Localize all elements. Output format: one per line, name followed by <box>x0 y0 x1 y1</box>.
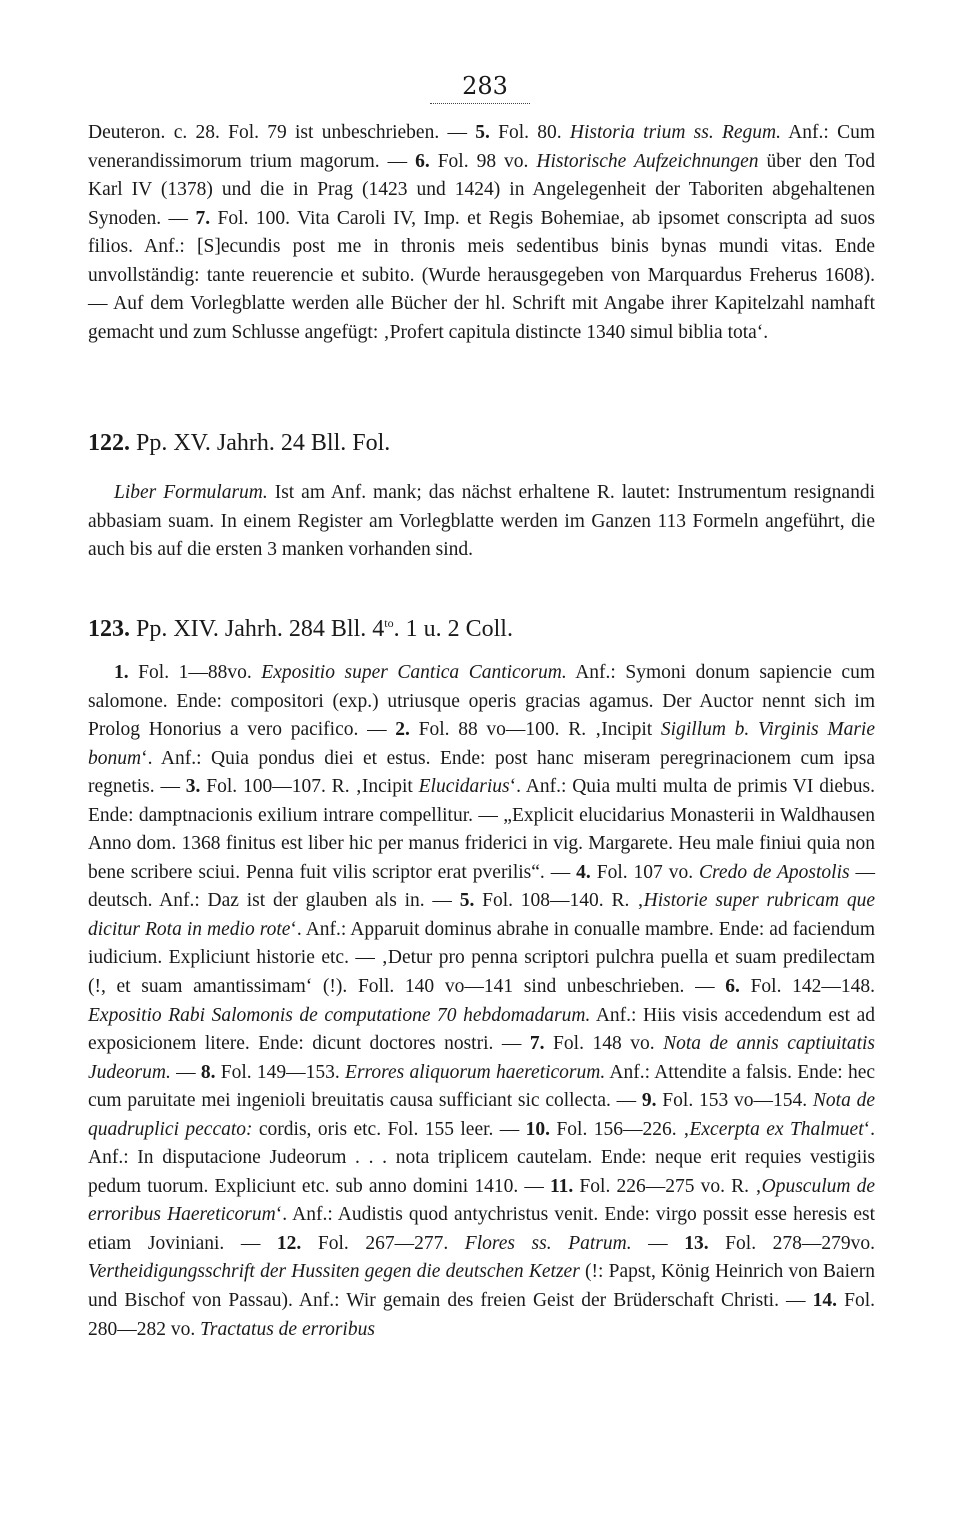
entry-123-body <box>88 659 875 1344</box>
item-number: 4. <box>576 861 591 883</box>
text: Anf.: Attendite a falsis. Ende: hec cum paruitate mei ingenioli breuitatis causa sufficiant sic collecta. — <box>88 1061 876 1112</box>
text: Fol. 100—107. R. ‚Incipit <box>200 776 419 798</box>
text: Fol. 149—153. <box>215 1061 346 1083</box>
work-title: Credo de Apostolis <box>699 861 850 883</box>
item-number: 8. <box>200 1061 216 1083</box>
text: — <box>170 1061 201 1083</box>
item-number: 14. <box>812 1290 838 1312</box>
text: Fol. 100. Vita Caroli IV, Imp. et Regis Bohemiae, ab ipsomet conscripta ad suos filios. Anf.: [S]ecundis post me in thronis meis sedentibus binis bynas mundi vitas. Ende unvollständig: tante reuerencie et subito. (Wurde herausgegeben von Marquardus Freherus 1608). — Auf dem Vorlegblatte werden alle Bücher der hl. Schrift mit Angabe ihrer Kapitelzahl namhaft gemacht und zum Schlusse angefügt: ‚Profert capitula distincte 1340 simul biblia tota‘. <box>88 207 875 343</box>
work-title: Nota de annis captiuitatis Judeorum. <box>88 1033 876 1083</box>
text: Ist am Anf. mank; das nächst erhaltene R. lautet: Instrumentum resignandi abbasiam suam. In einem Register am Vorlegblatte werden im Ganzen 113 Formeln angeführt, die auch bis auf die ersten 3 manken vorhanden sind. <box>88 482 875 561</box>
page-number: 283 <box>462 72 508 100</box>
entry-heading-text: Pp. XIV. Jahrh. 284 Bll. 4 <box>130 616 385 642</box>
work-title: Historia trium ss. Regum. <box>569 122 782 143</box>
item-number: 5. <box>459 890 475 912</box>
text: cordis, oris etc. Fol. 155 leer. — <box>252 1118 526 1140</box>
entry-heading-text: Pp. XV. Jahrh. 24 Bll. Fol. <box>130 430 391 456</box>
text: Fol. 153 vo—154. <box>656 1090 813 1112</box>
text: Anf.: Symoni donum sapiencie cum salomone. Ende: compositori (exp.) utriusque operis gracias agamus. Der Auctor nennt sich im Prolog Honorius a vero pacifico. — <box>88 662 875 741</box>
work-title: Historische Aufzeichnungen <box>536 150 759 172</box>
work-title: Historie super rubricam que dicitur Rota in medio rote <box>88 890 875 940</box>
text: Fol. 280—282 vo. <box>88 1290 875 1340</box>
text: Fol. 88 vo—100. R. ‚Incipit <box>409 719 661 741</box>
entry-heading-text: . 1 u. 2 Coll. <box>393 616 513 642</box>
entry-122-heading <box>88 428 875 458</box>
item-number: 9. <box>641 1090 657 1112</box>
text: (!: Papst, König Heinrich von Baiern und Bischof von Passau). Anf.: Wir gemain des freien Geist der Brüderschaft Christi. — <box>88 1261 875 1312</box>
text: ‘. Anf.: In disputacione Judeorum . . . nota triplicem cautelam. Ende: neque erit requies vestigiis pedum tuorum. Expliciunt etc. sub anno domini 1410. — <box>88 1118 875 1197</box>
item-number: 7. <box>529 1033 545 1055</box>
text: ‘. Anf.: Quia pondus diei et estus. Ende: post hanc miseram peregrinacionem cum ipsa regnetis. — <box>88 747 875 798</box>
item-number: 11. <box>549 1175 574 1197</box>
intro-paragraph <box>88 119 875 347</box>
entry-number: 122. <box>88 430 130 456</box>
work-title: Excerpta ex Thalmuet <box>689 1118 864 1140</box>
text: Fol. 1—88vo. <box>128 662 262 683</box>
text: Fol. 107 vo. <box>590 861 700 883</box>
work-title: Expositio Rabi Salomonis de computatione 70 hebdomadarum. <box>88 1004 591 1026</box>
text: Fol. 267—277. <box>301 1232 465 1254</box>
format-superscript: to <box>384 616 394 630</box>
work-title: Nota de quadruplici peccato: <box>88 1090 875 1140</box>
entry-123-heading <box>88 614 875 644</box>
work-title: Sigillum b. Virginis Marie bonum <box>88 719 875 769</box>
entry-number: 123. <box>88 616 130 642</box>
item-number: 3. <box>185 776 201 798</box>
work-title: Opusculum de erroribus Haereticorum <box>88 1175 875 1226</box>
work-title: Liber Formularum. <box>114 482 268 503</box>
text: Anf.: Hiis visis accedendum est ad exposicionem litere. Ende: dicunt doctores nostri. — <box>88 1004 875 1055</box>
work-title: Errores aliquorum haereticorum. <box>345 1061 606 1083</box>
text: — deutsch. Anf.: Daz ist der glauben als in. — <box>88 861 876 912</box>
text: Anf.: Cum venerandissimorum trium magorum. — <box>88 122 875 172</box>
work-title: Flores ss. Patrum. <box>464 1232 632 1254</box>
text: Fol. 98 vo. <box>429 150 537 172</box>
item-number: 5. <box>475 122 490 143</box>
text: Fol. 148 vo. <box>544 1033 664 1055</box>
item-number: 12. <box>276 1232 302 1254</box>
work-title: Elucidarius <box>418 776 510 798</box>
work-title: Vertheidigungsschrift der Hussiten gegen die deutschen Ketzer <box>88 1261 580 1283</box>
text: über den Tod Karl IV (1378) und die in Prag (1423 und 1424) in Angelegenheit der Taboriten abgehaltenen Synoden. — <box>88 150 875 229</box>
text: Fol. 80. <box>489 122 570 143</box>
text: Fol. 226—275 vo. R. ‚ <box>573 1175 762 1197</box>
text: Fol. 156—226. ‚ <box>550 1118 690 1140</box>
item-number: 6. <box>415 150 430 172</box>
entry-122-body <box>88 479 875 565</box>
text: ‘. Anf.: Audistis quod antychristus venit. Ende: virgo possit esse heresis est etiam Joviniani. — <box>88 1204 875 1254</box>
text: ‘. Anf.: Quia multi multa de primis VI diebus. Ende: damptnacionis exilium intrare compellitur. — „Explicit elucidarius Monasterii in Waldhausen Anno dom. 1368 finitus est liber hic per manus friderici in vig. Margarete. Heu male finiui quia non bene scribere sciui. Penna fuit vilis scriptor erat pverilis“. — <box>88 776 875 883</box>
text: Fol. 108—140. R. ‚ <box>474 890 644 912</box>
text: — <box>631 1232 685 1254</box>
work-title: Tractatus de erroribus <box>200 1318 375 1340</box>
text: Fol. 278—279vo. <box>708 1232 876 1254</box>
item-number: 2. <box>395 719 410 741</box>
text: Deuteron. c. 28. Fol. 79 ist unbeschrieben. — <box>88 122 476 143</box>
item-number: 1. <box>114 662 129 683</box>
header-rule <box>430 103 530 104</box>
item-number: 6. <box>725 976 740 998</box>
item-number: 7. <box>195 207 211 229</box>
text: Fol. 142—148. <box>739 976 876 998</box>
item-number: 10. <box>525 1118 551 1140</box>
work-title: Expositio super Cantica Canticorum. <box>261 662 567 683</box>
text: ‘. Anf.: Apparuit dominus abrahe in conualle mambre. Ende: ad faciendum iudicium. Expliciunt historie etc. — ‚Detur pro penna scriptori pulchra puella et suam predilectam (!, et suam amantissimam‘ (!). Foll. 140 vo—141 sind unbeschrieben. — <box>88 918 876 998</box>
item-number: 13. <box>684 1232 709 1254</box>
